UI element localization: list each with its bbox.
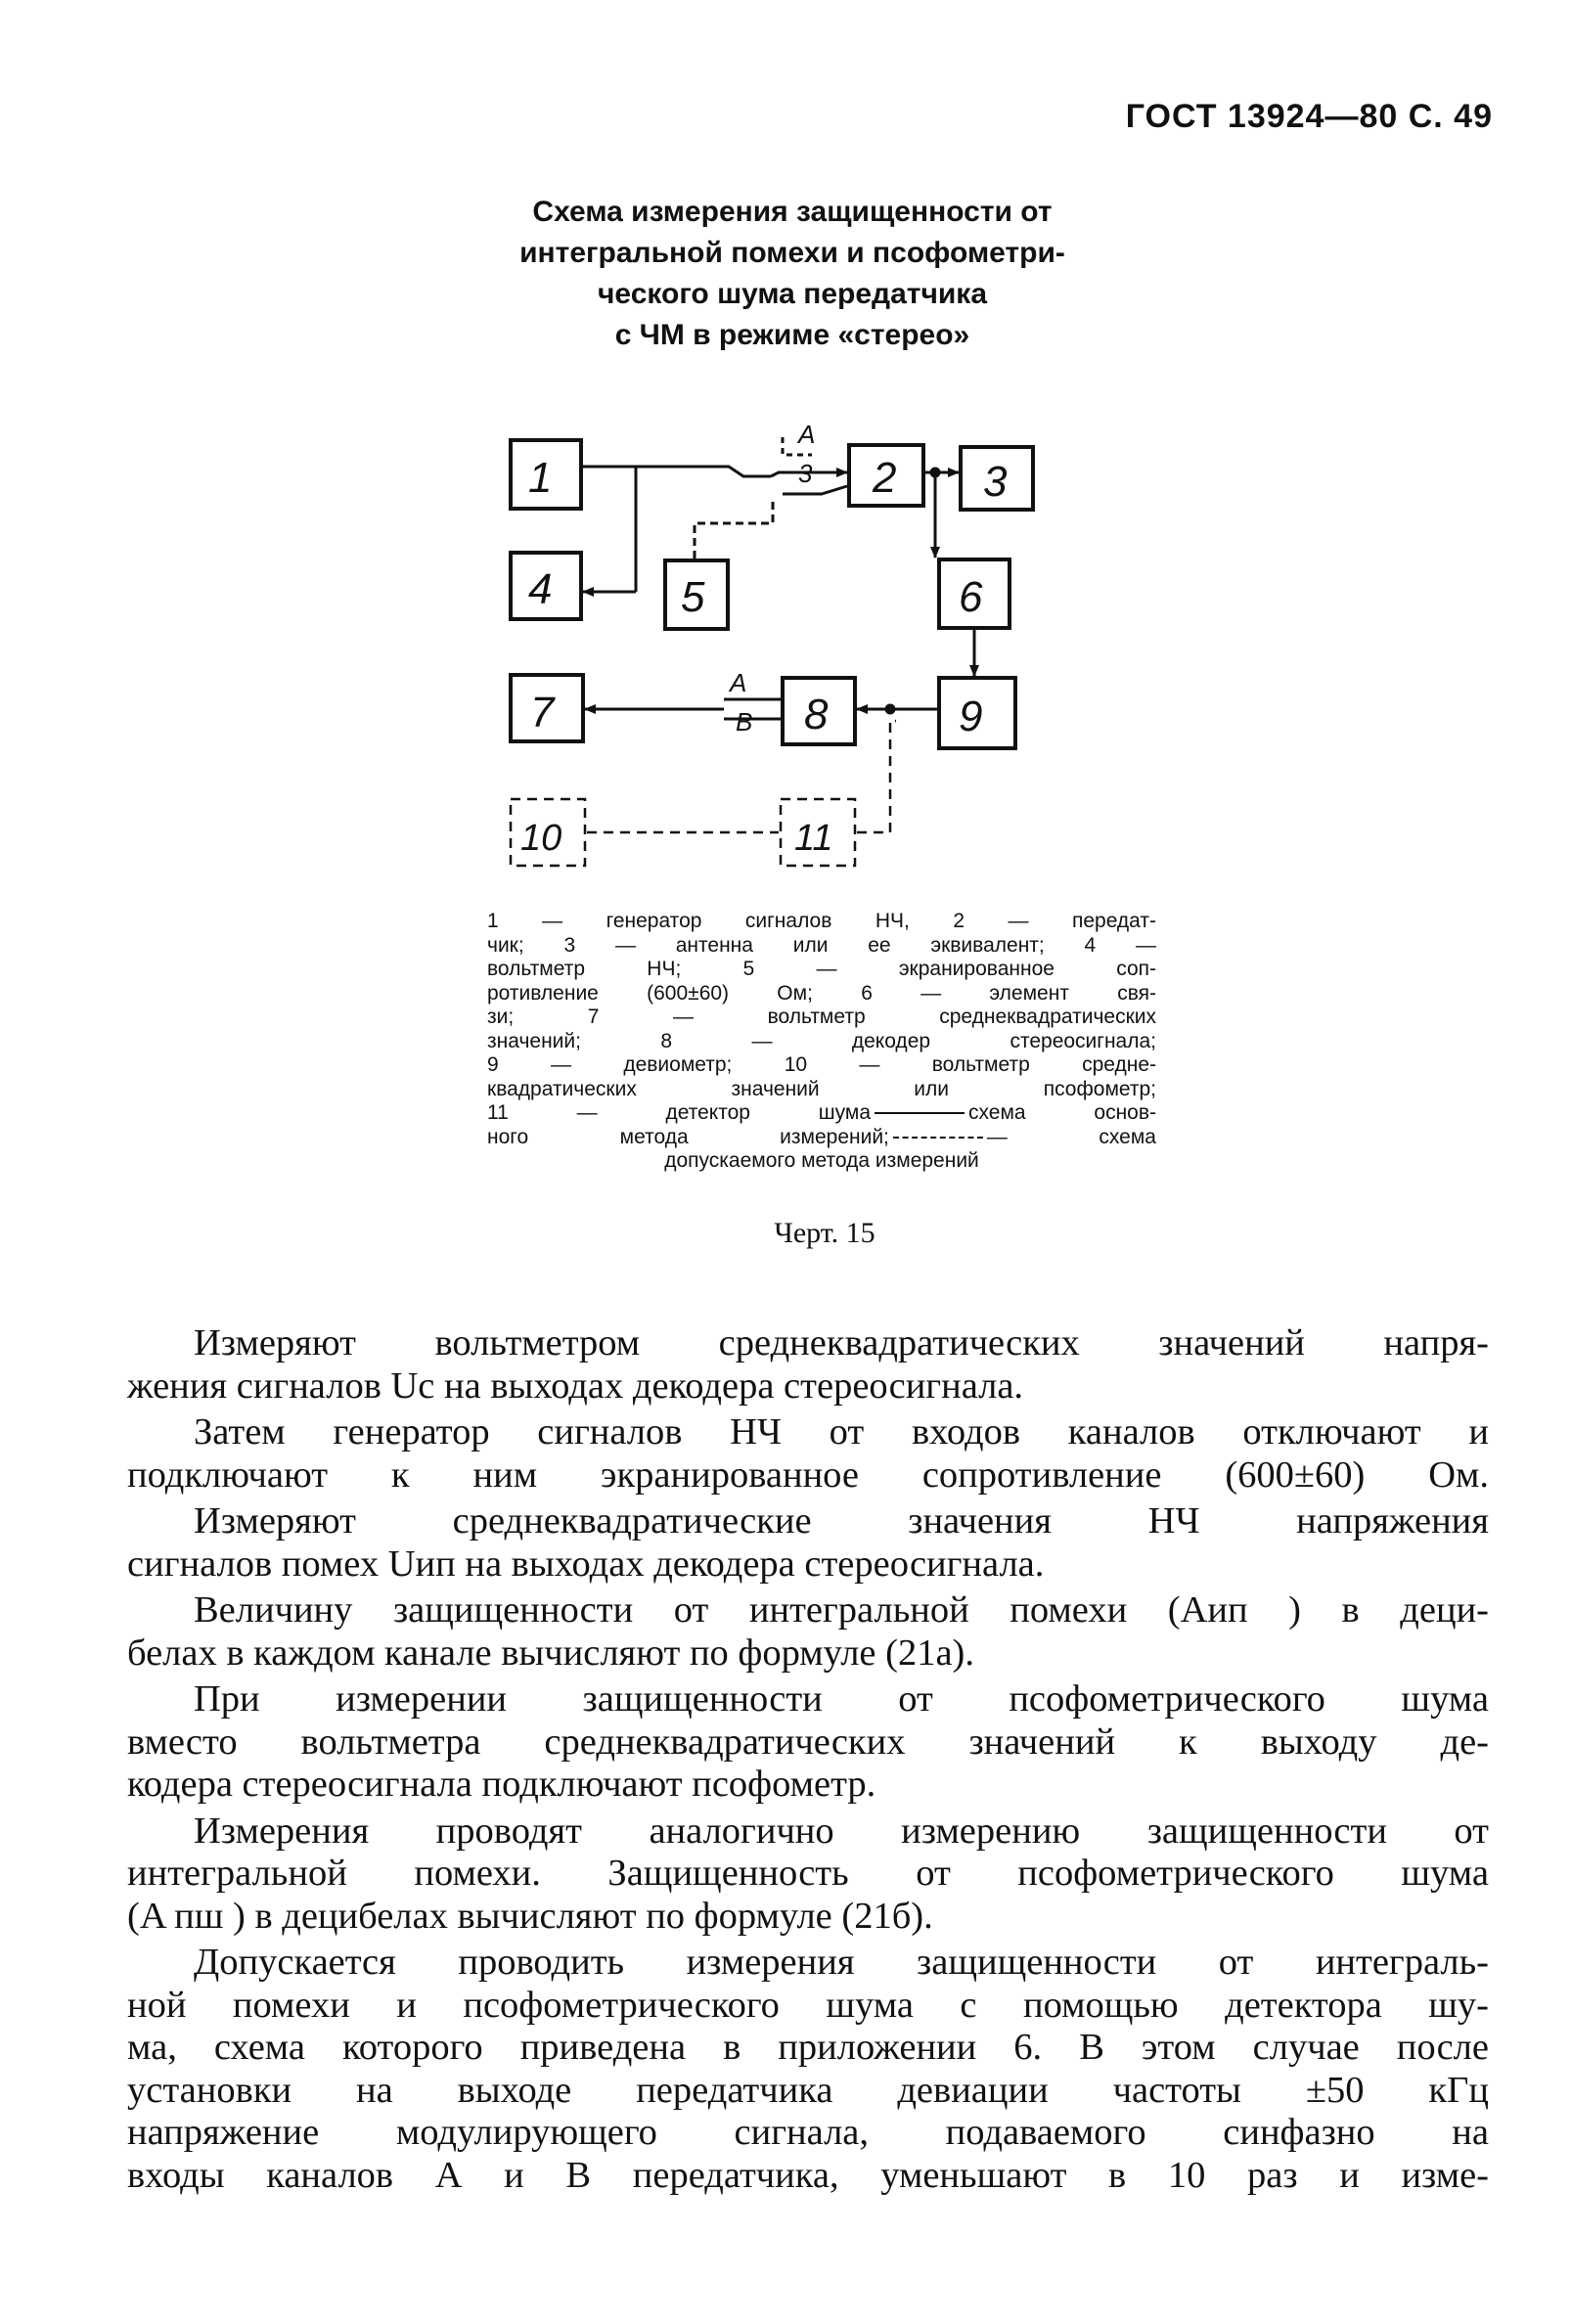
block-label-7: 7 <box>530 689 555 737</box>
body-text <box>127 1322 1489 2201</box>
text-line: При измерении защищенности от псофометрического шума <box>194 1678 1489 1720</box>
text-line: жения сигналов Uс на выходах декодера стереосигнала. <box>127 1364 1024 1407</box>
text-line: Измеряют вольтметром среднеквадратических значений напря- <box>194 1322 1489 1363</box>
figure-title-line: ческого шума передатчика <box>598 278 987 310</box>
legend-line: чик; 3 — антенна или ее эквивалент; 4 — <box>487 933 1156 957</box>
legend-text: ного метода измерений; <box>487 1125 889 1148</box>
figure-title-line: интегральной помехи и псофометри- <box>519 237 1065 269</box>
figure-legend <box>487 910 1156 1174</box>
legend-line: 9 — девиометр; 10 — вольтметр средне- <box>487 1053 1156 1076</box>
text-line: Измерения проводят аналогично измерению защищенности от <box>194 1810 1489 1852</box>
legend-line: квадратических значений или псофометр; <box>487 1077 1156 1100</box>
text-line: подключают к ним экранированное сопротивление (600±60) Ом. <box>127 1453 1489 1496</box>
text-line: установки на выходе передатчика девиации частоты ±50 кГц <box>127 2069 1489 2111</box>
solid-line-symbol <box>875 1112 965 1114</box>
block-label-8: 8 <box>804 691 829 738</box>
paragraph <box>127 1500 1489 1586</box>
paragraph <box>127 1810 1489 1939</box>
text-line: Допускается проводить измерения защищенности от интеграль- <box>194 1942 1489 1983</box>
text-line: (A пш ) в децибелах вычисляют по формуле (21б). <box>127 1895 933 1937</box>
block-label-9: 9 <box>959 693 983 740</box>
paragraph <box>127 1589 1489 1675</box>
figure-title <box>411 192 1174 356</box>
legend-line <box>487 1126 1156 1150</box>
block-label-6: 6 <box>959 573 983 621</box>
block-label-2: 2 <box>873 454 897 502</box>
figure-caption: Черт. 15 <box>774 1217 875 1249</box>
switch-label-b-mid: B <box>736 707 753 737</box>
text-line: Измеряют среднеквадратические значения НЧ напряжения <box>194 1500 1489 1542</box>
text-line: ма, схема которого приведена в приложении 6. В этом случае после <box>127 2027 1489 2068</box>
text-line: ной помехи и псофометрического шума с помощью детектора шу- <box>127 1984 1489 2026</box>
legend-line: ротивление (600±60) Ом; 6 — элемент свя- <box>487 981 1156 1005</box>
legend-text: 11 — детектор шума <box>487 1101 871 1124</box>
switch-label-a-mid: A <box>730 668 747 697</box>
text-line: белах в каждом канале вычисляют по формуле (21а). <box>127 1631 974 1674</box>
text-line: Затем генератор сигналов НЧ от входов каналов отключают и <box>194 1411 1489 1452</box>
text-line: вместо вольтметра среднеквадратических значений к выходу де- <box>127 1721 1489 1763</box>
text-line: сигналов помех Uип на выходах декодера стереосигнала. <box>127 1542 1045 1585</box>
text-line: Величину защищенности от интегральной помехи (Aип ) в деци- <box>194 1589 1489 1631</box>
paragraph <box>127 1322 1489 1408</box>
legend-line: вольтметр НЧ; 5 — экранированное соп- <box>487 958 1156 980</box>
block-label-11: 11 <box>794 818 833 859</box>
legend-line <box>487 1101 1156 1126</box>
page-header: ГОСТ 13924—80 С. 49 <box>1125 98 1493 135</box>
legend-line: 1 — генератор сигналов НЧ, 2 — передат- <box>487 910 1156 932</box>
dashed-line-symbol <box>893 1137 983 1139</box>
legend-line: значений; 8 — декодер стереосигнала; <box>487 1029 1156 1052</box>
text-line: напряжение модулирующего сигнала, подаваемого синфазно на <box>127 2112 1489 2153</box>
figure-title-line: с ЧМ в режиме «стерео» <box>614 319 970 351</box>
block-label-5: 5 <box>681 573 705 621</box>
switch-label-a-top: A <box>798 420 816 449</box>
switch-label-b-top: 3 <box>798 459 813 488</box>
block-label-4: 4 <box>528 565 553 613</box>
figure-title-line: Схема измерения защищенности от <box>532 196 1053 228</box>
block-label-1: 1 <box>528 454 553 502</box>
block-label-10: 10 <box>520 818 562 859</box>
legend-line: допускаемого метода измерений <box>664 1149 979 1172</box>
text-line: входы каналов А и В передатчика, уменьшают в 10 раз и изме- <box>127 2154 1489 2196</box>
block-diagram <box>489 416 1037 885</box>
block-label-3: 3 <box>983 458 1008 506</box>
text-line: кодера стереосигнала подключают псофометр. <box>127 1764 876 1805</box>
legend-text: схема основ- <box>968 1101 1156 1124</box>
text-line: интегральной помехи. Защищенность от псофометрического шума <box>127 1853 1489 1894</box>
legend-line: зи; 7 — вольтметр среднеквадратических <box>487 1006 1156 1028</box>
paragraph <box>127 1678 1489 1807</box>
paragraph <box>127 1942 1489 2197</box>
paragraph <box>127 1411 1489 1497</box>
legend-text: — схема <box>986 1125 1156 1148</box>
